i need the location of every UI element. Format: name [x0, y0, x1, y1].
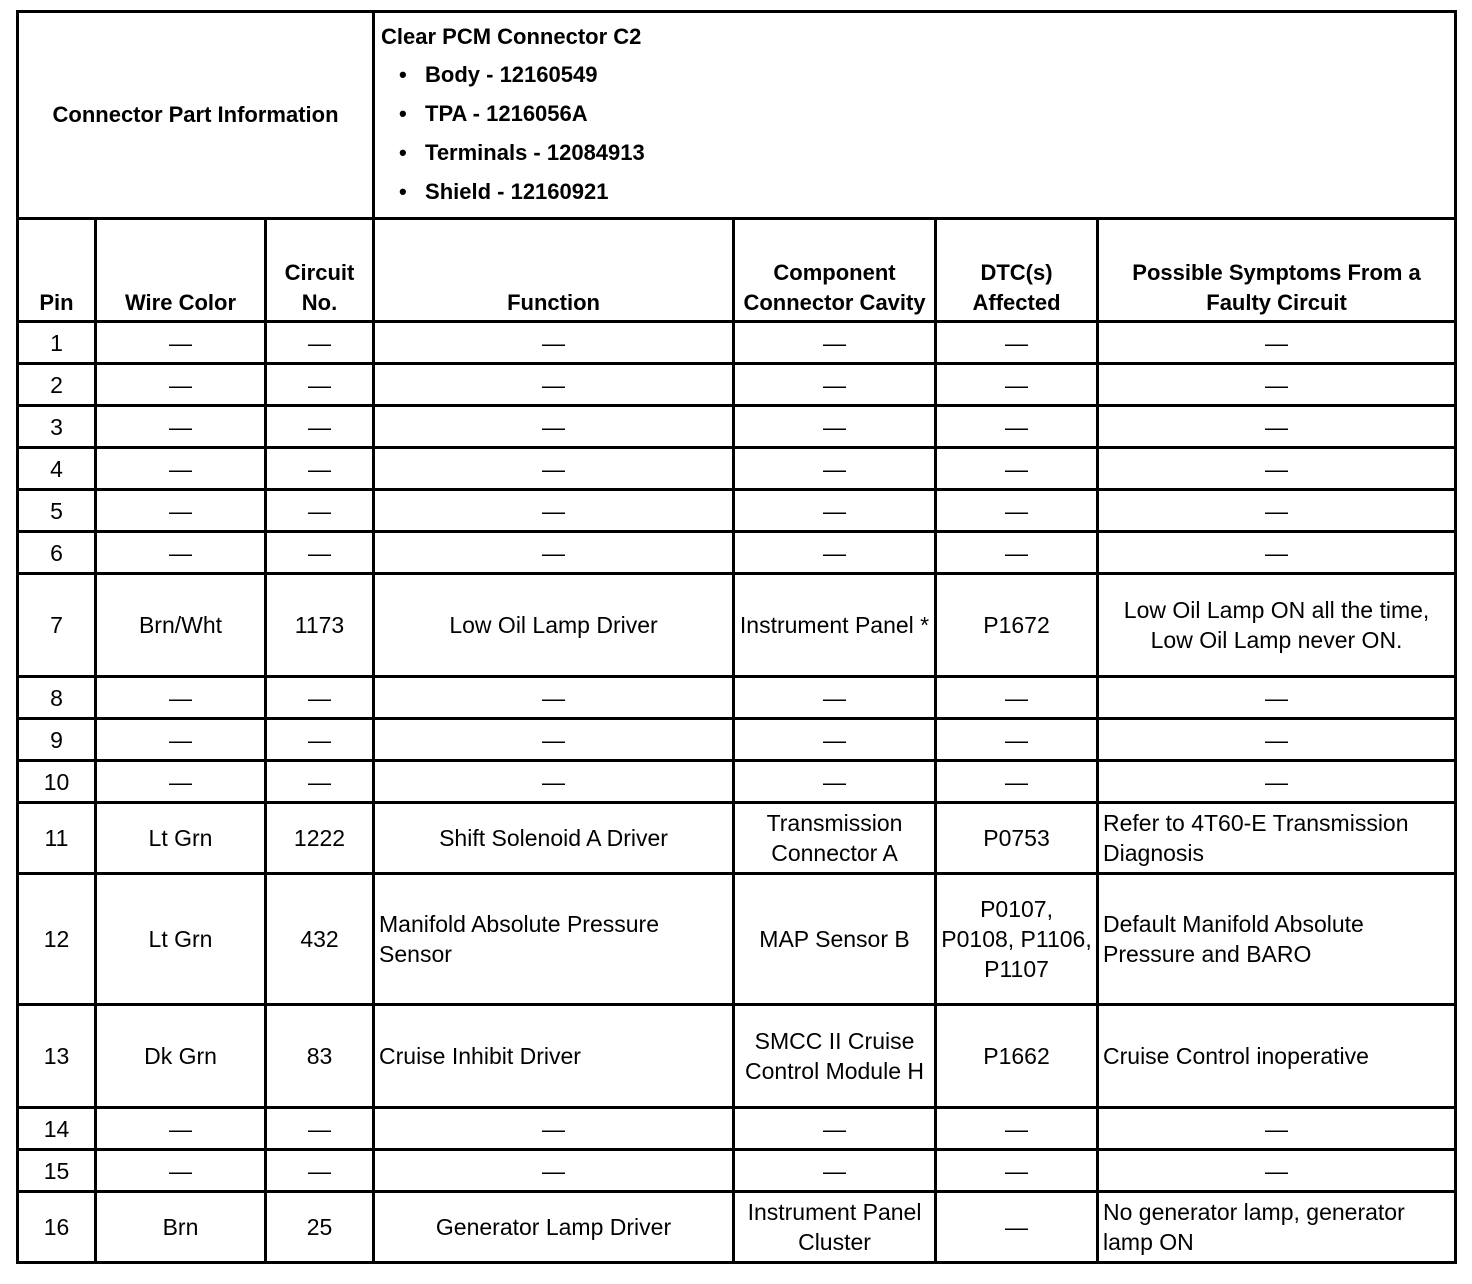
connector-part-list — [381, 55, 1448, 211]
connector-cavity-cell: SMCC II Cruise Control Module H — [734, 1005, 936, 1108]
header-function: Function — [374, 219, 734, 322]
wire-color-cell: — — [96, 761, 266, 803]
circuit-no-cell: — — [266, 1108, 374, 1150]
wire-color-cell: Dk Grn — [96, 1005, 266, 1108]
symptoms-cell: — — [1098, 448, 1456, 490]
dtc-cell: — — [936, 532, 1098, 574]
function-cell: — — [374, 406, 734, 448]
dtc-cell: P1672 — [936, 574, 1098, 677]
pin-cell: 11 — [18, 803, 96, 874]
symptoms-cell: No generator lamp, generator lamp ON — [1098, 1192, 1456, 1263]
pin-cell: 9 — [18, 719, 96, 761]
dtc-cell: P0107, P0108, P1106, P1107 — [936, 874, 1098, 1005]
pin-row-11 — [18, 803, 1456, 874]
connector-title: Clear PCM Connector C2 — [381, 24, 642, 49]
symptoms-cell: — — [1098, 1108, 1456, 1150]
pin-row-3 — [18, 406, 1456, 448]
pin-row-16 — [18, 1192, 1456, 1263]
dtc-cell: — — [936, 322, 1098, 364]
function-cell: — — [374, 364, 734, 406]
connector-part-item: • Body - 12160549 — [425, 55, 1448, 94]
circuit-no-cell: — — [266, 490, 374, 532]
pin-cell: 14 — [18, 1108, 96, 1150]
symptoms-cell: Low Oil Lamp ON all the time, Low Oil Lamp never ON. — [1098, 574, 1456, 677]
connector-cavity-cell: — — [734, 532, 936, 574]
circuit-no-cell: — — [266, 532, 374, 574]
symptoms-cell: — — [1098, 322, 1456, 364]
function-cell: Cruise Inhibit Driver — [374, 1005, 734, 1108]
circuit-no-cell: — — [266, 448, 374, 490]
wire-color-cell: — — [96, 364, 266, 406]
pin-cell: 13 — [18, 1005, 96, 1108]
dtc-cell: — — [936, 677, 1098, 719]
pin-cell: 3 — [18, 406, 96, 448]
wire-color-cell: — — [96, 719, 266, 761]
connector-part-label: Connector Part Information — [18, 12, 374, 219]
connector-cavity-cell: Transmission Connector A — [734, 803, 936, 874]
connector-part-details — [374, 12, 1456, 219]
wire-color-cell: — — [96, 490, 266, 532]
symptoms-cell: Refer to 4T60-E Transmission Diagnosis — [1098, 803, 1456, 874]
circuit-no-cell: — — [266, 719, 374, 761]
function-cell: — — [374, 1150, 734, 1192]
dtc-cell: — — [936, 490, 1098, 532]
function-cell: — — [374, 532, 734, 574]
dtc-cell: — — [936, 364, 1098, 406]
pin-row-4 — [18, 448, 1456, 490]
pin-row-5 — [18, 490, 1456, 532]
header-connector-cavity: Component Connector Cavity — [734, 219, 936, 322]
pin-row-7 — [18, 574, 1456, 677]
connector-cavity-cell: — — [734, 719, 936, 761]
function-cell: Generator Lamp Driver — [374, 1192, 734, 1263]
wire-color-cell: — — [96, 322, 266, 364]
wire-color-cell: Lt Grn — [96, 803, 266, 874]
circuit-no-cell: 432 — [266, 874, 374, 1005]
circuit-no-cell: — — [266, 1150, 374, 1192]
symptoms-cell: Cruise Control inoperative — [1098, 1005, 1456, 1108]
connector-part-item: • Terminals - 12084913 — [425, 133, 1448, 172]
function-cell: Manifold Absolute Pressure Sensor — [374, 874, 734, 1005]
connector-cavity-cell: — — [734, 322, 936, 364]
pin-cell: 1 — [18, 322, 96, 364]
circuit-no-cell: — — [266, 322, 374, 364]
dtc-cell: — — [936, 1150, 1098, 1192]
pin-cell: 8 — [18, 677, 96, 719]
column-header-row — [18, 219, 1456, 322]
wire-color-cell: — — [96, 677, 266, 719]
circuit-no-cell: — — [266, 677, 374, 719]
wire-color-cell: — — [96, 1150, 266, 1192]
symptoms-cell: — — [1098, 719, 1456, 761]
pin-row-9 — [18, 719, 1456, 761]
pin-row-6 — [18, 532, 1456, 574]
symptoms-cell: — — [1098, 761, 1456, 803]
dtc-cell: — — [936, 719, 1098, 761]
function-cell: — — [374, 677, 734, 719]
pin-cell: 15 — [18, 1150, 96, 1192]
connector-cavity-cell: — — [734, 364, 936, 406]
pin-cell: 7 — [18, 574, 96, 677]
connector-cavity-cell: — — [734, 448, 936, 490]
connector-part-item: • TPA - 1216056A — [425, 94, 1448, 133]
pin-rows — [18, 322, 1456, 1263]
wire-color-cell: — — [96, 448, 266, 490]
dtc-cell: — — [936, 1108, 1098, 1150]
pin-row-12 — [18, 874, 1456, 1005]
dtc-cell: — — [936, 448, 1098, 490]
dtc-cell: P0753 — [936, 803, 1098, 874]
header-wire-color: Wire Color — [96, 219, 266, 322]
pin-row-8 — [18, 677, 1456, 719]
header-circuit-no: Circuit No. — [266, 219, 374, 322]
wire-color-cell: Lt Grn — [96, 874, 266, 1005]
dtc-cell: — — [936, 761, 1098, 803]
header-possible-symptoms: Possible Symptoms From a Faulty Circuit — [1098, 219, 1456, 322]
connector-cavity-cell: Instrument Panel Cluster — [734, 1192, 936, 1263]
function-cell: Low Oil Lamp Driver — [374, 574, 734, 677]
pin-row-2 — [18, 364, 1456, 406]
wire-color-cell: — — [96, 1108, 266, 1150]
connector-cavity-cell: — — [734, 490, 936, 532]
connector-cavity-cell: — — [734, 406, 936, 448]
pin-row-13 — [18, 1005, 1456, 1108]
header-pin: Pin — [18, 219, 96, 322]
connector-cavity-cell: — — [734, 1108, 936, 1150]
dtc-cell: P1662 — [936, 1005, 1098, 1108]
symptoms-cell: — — [1098, 490, 1456, 532]
circuit-no-cell: 1173 — [266, 574, 374, 677]
wire-color-cell: Brn — [96, 1192, 266, 1263]
connector-info-row — [18, 12, 1456, 219]
pin-cell: 12 — [18, 874, 96, 1005]
symptoms-cell: — — [1098, 406, 1456, 448]
pin-row-15 — [18, 1150, 1456, 1192]
circuit-no-cell: 83 — [266, 1005, 374, 1108]
connector-cavity-cell: — — [734, 677, 936, 719]
symptoms-cell: — — [1098, 532, 1456, 574]
circuit-no-cell: — — [266, 761, 374, 803]
pin-cell: 5 — [18, 490, 96, 532]
pin-cell: 16 — [18, 1192, 96, 1263]
connector-part-item: • Shield - 12160921 — [425, 172, 1448, 211]
connector-cavity-cell: MAP Sensor B — [734, 874, 936, 1005]
function-cell: — — [374, 490, 734, 532]
function-cell: Shift Solenoid A Driver — [374, 803, 734, 874]
circuit-no-cell: 25 — [266, 1192, 374, 1263]
connector-cavity-cell: — — [734, 761, 936, 803]
dtc-cell: — — [936, 1192, 1098, 1263]
connector-cavity-cell: Instrument Panel * — [734, 574, 936, 677]
function-cell: — — [374, 448, 734, 490]
connector-pinout-sheet — [16, 10, 1454, 1264]
pin-cell: 4 — [18, 448, 96, 490]
header-dtc-affected: DTC(s) Affected — [936, 219, 1098, 322]
wire-color-cell: — — [96, 406, 266, 448]
function-cell: — — [374, 1108, 734, 1150]
pin-cell: 6 — [18, 532, 96, 574]
connector-cavity-cell: — — [734, 1150, 936, 1192]
function-cell: — — [374, 761, 734, 803]
wire-color-cell: — — [96, 532, 266, 574]
wire-color-cell: Brn/Wht — [96, 574, 266, 677]
circuit-no-cell: — — [266, 364, 374, 406]
dtc-cell: — — [936, 406, 1098, 448]
function-cell: — — [374, 322, 734, 364]
pin-row-14 — [18, 1108, 1456, 1150]
symptoms-cell: — — [1098, 364, 1456, 406]
pin-cell: 10 — [18, 761, 96, 803]
pin-row-10 — [18, 761, 1456, 803]
symptoms-cell: — — [1098, 1150, 1456, 1192]
symptoms-cell: — — [1098, 677, 1456, 719]
connector-pinout-table — [16, 10, 1457, 1264]
pin-cell: 2 — [18, 364, 96, 406]
symptoms-cell: Default Manifold Absolute Pressure and BARO — [1098, 874, 1456, 1005]
circuit-no-cell: — — [266, 406, 374, 448]
function-cell: — — [374, 719, 734, 761]
pin-row-1 — [18, 322, 1456, 364]
circuit-no-cell: 1222 — [266, 803, 374, 874]
